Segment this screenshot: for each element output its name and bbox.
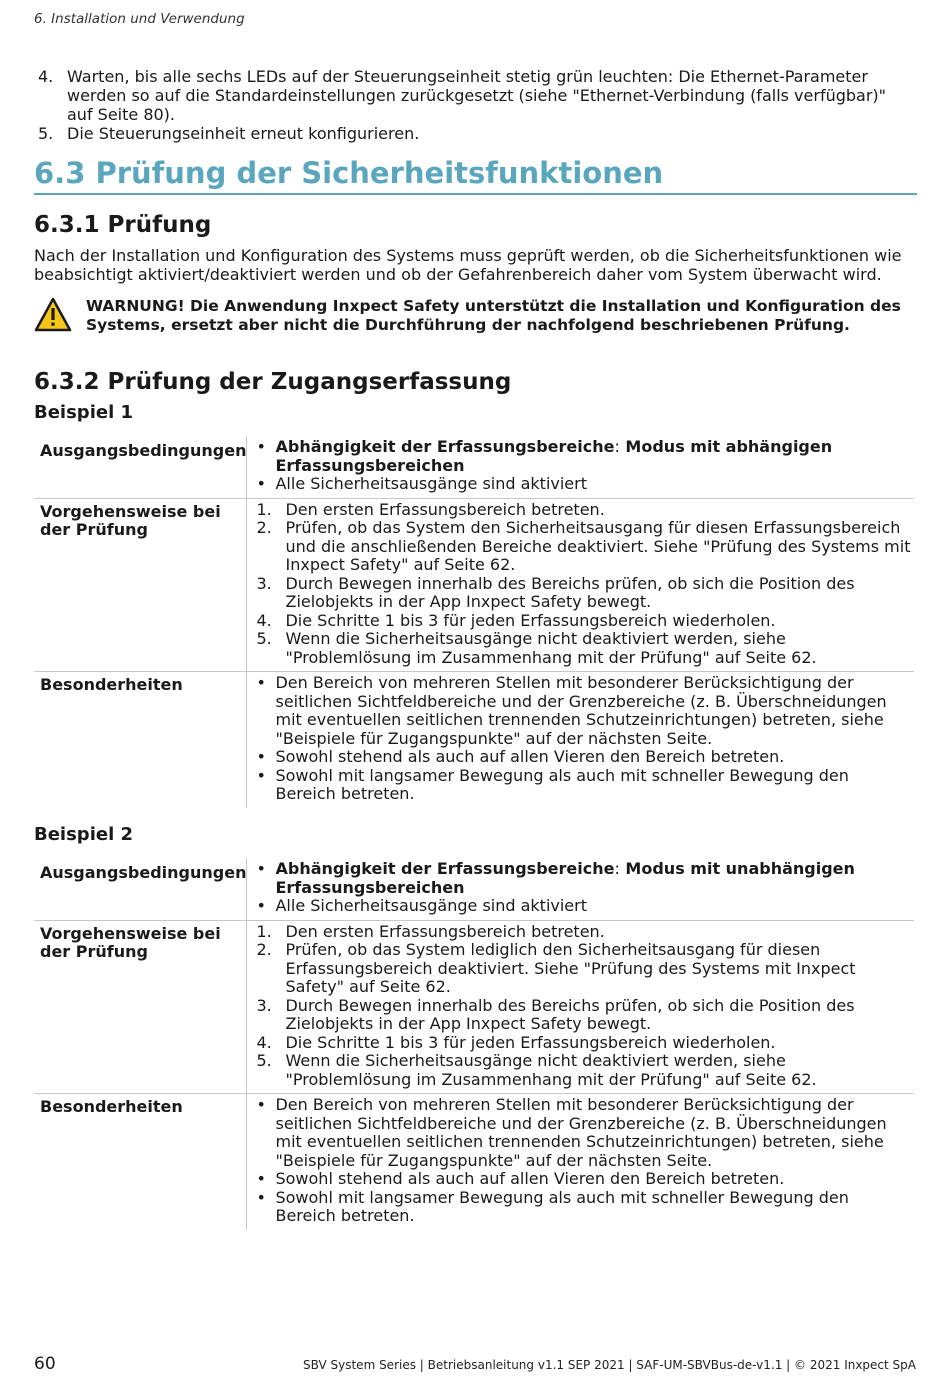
table-row (34, 858, 914, 920)
step-number: 5. (256, 1051, 272, 1070)
list-item (256, 674, 914, 748)
row-content (247, 1094, 914, 1230)
bullet-marker: • (256, 1187, 266, 1207)
table-row (34, 498, 914, 672)
step-number: 3. (256, 573, 272, 593)
note-text: Sowohl mit langsamer Bewegung als auch mit schneller Bewegung den Bereich betreten. (275, 1187, 849, 1225)
list-item (256, 1189, 914, 1226)
step-text: Wenn die Sicherheitsausgänge nicht deaktiviert werden, siehe "Problemlösung im Zusammenhang mit der Prüfung" auf Seite 62. (285, 629, 817, 667)
step-number: 4. (256, 1032, 272, 1052)
list-item (256, 923, 914, 942)
list-item (256, 612, 914, 631)
list-item (256, 1170, 914, 1189)
example-heading: Beispiel 2 (34, 824, 134, 845)
note-text: Sowohl stehend als auch auf allen Vieren den Bereich betreten. (275, 747, 785, 766)
step-text: Durch Bewegen innerhalb des Bereichs prüfen, ob sich die Position des Zielobjekts in der App Inxpect Safety bewegt. (285, 573, 855, 611)
list-item (256, 475, 914, 494)
warning-box (34, 297, 914, 334)
note-text: Den Bereich von mehreren Stellen mit besonderer Berücksichtigung der seitlichen Sichtfeldbereiche und der Grenzbereiche (z. B. Überschneidungen mit eventuellen seitlichen trennenden Schutzeinrichtungen) betreten, siehe "Beispiele für Zugangspunkte" auf der nächsten Seite. (275, 1095, 887, 1170)
row-content (247, 436, 914, 498)
step-text: Die Schritte 1 bis 3 für jeden Erfassungsbereich wiederholen. (285, 610, 776, 630)
row-label: Ausgangsbedingungen (40, 441, 247, 460)
warning-triangle-icon (34, 297, 72, 332)
step-number: 4. (38, 67, 54, 86)
step-number: 5. (38, 124, 54, 143)
list-item (256, 941, 914, 997)
bullet-marker: • (256, 437, 266, 456)
condition-key: Abhängigkeit der Erfassungsbereiche (275, 437, 615, 456)
list-item (34, 67, 914, 124)
row-label: Ausgangsbedingungen (40, 863, 247, 882)
step-text: Den ersten Erfassungsbereich betreten. (285, 921, 605, 941)
subsection-heading-zugangserfassung: 6.3.2 Prüfung der Zugangserfassung (34, 369, 512, 395)
row-content (247, 920, 914, 1094)
list-item (256, 767, 914, 804)
row-content (247, 498, 914, 672)
step-number: 1. (256, 499, 272, 519)
page-footer (34, 1354, 916, 1374)
condition-value: Modus mit unabhängigen Erfassungsbereichen (275, 859, 855, 897)
example-heading: Beispiel 1 (34, 402, 134, 423)
table-row (34, 436, 914, 498)
row-label: Besonderheiten (34, 1094, 247, 1230)
bullet-marker: • (256, 1095, 266, 1114)
note-text: Sowohl mit langsamer Bewegung als auch mit schneller Bewegung den Bereich betreten. (275, 765, 849, 803)
list-item (256, 438, 914, 475)
list-item (256, 575, 914, 612)
example-table (34, 436, 914, 808)
footer-info: SBV System Series | Betriebsanleitung v1.1 SEP 2021 | SAF-UM-SBVBus-de-v1.1 | © 2021 Inxpect SpA (303, 1358, 916, 1372)
bullet-marker: • (256, 896, 266, 915)
list-item (256, 748, 914, 767)
row-content (247, 672, 914, 808)
list-item (256, 1052, 914, 1089)
list-item (256, 1096, 914, 1170)
step-number: 1. (256, 921, 272, 941)
bullet-marker: • (256, 765, 266, 785)
bullet-marker: • (256, 673, 266, 692)
step-text: Prüfen, ob das System lediglich den Sicherheitsausgang für diesen Erfassungsbereich deaktiviert. Siehe "Prüfung des Systems mit Inxpect Safety" auf Seite 62. (285, 940, 856, 996)
step-text: Wenn die Sicherheitsausgänge nicht deaktiviert werden, siehe "Problemlösung im Zusammenhang mit der Prüfung" auf Seite 62. (285, 1051, 817, 1089)
row-label: Vorgehensweise bei der Prüfung (34, 498, 247, 672)
list-item (256, 630, 914, 667)
note-text: Sowohl stehend als auch auf allen Vieren den Bereich betreten. (275, 1169, 785, 1188)
note-text: Den Bereich von mehreren Stellen mit besonderer Berücksichtigung der seitlichen Sichtfeldbereiche und der Grenzbereiche (z. B. Überschneidungen mit eventuellen seitlichen trennenden Schutzeinrichtungen) betreten, siehe "Beispiele für Zugangspunkte" auf der nächsten Seite. (275, 673, 887, 748)
condition-text: Alle Sicherheitsausgänge sind aktiviert (275, 896, 587, 915)
step-number: 4. (256, 610, 272, 630)
list-item (256, 519, 914, 575)
table-row (34, 672, 914, 808)
warning-text: WARNUNG! Die Anwendung Inxpect Safety unterstützt die Installation und Konfiguration des Systems, ersetzt aber nicht die Durchführung der nachfolgend beschriebenen Prüfung. (86, 297, 901, 334)
row-label: Vorgehensweise bei der Prüfung (34, 920, 247, 1094)
bullet-marker: • (256, 474, 266, 493)
step-text: Warten, bis alle sechs LEDs auf der Steuerungseinheit stetig grün leuchten: Die Ethernet-Parameter werden so auf die Standardeinstellungen zurückgesetzt (siehe "Ethernet-Verbindung (falls verfügbar)" auf Seite 80). (67, 67, 887, 124)
row-label: Besonderheiten (34, 672, 247, 808)
subsection-heading-pruefung: 6.3.1 Prüfung (34, 212, 212, 238)
intro-steps-list (34, 67, 914, 143)
bullet-marker: • (256, 747, 266, 766)
step-number: 3. (256, 995, 272, 1015)
table-row (34, 1094, 914, 1230)
list-item (34, 124, 914, 143)
step-text: Den ersten Erfassungsbereich betreten. (285, 499, 605, 519)
section-heading: 6.3 Prüfung der Sicherheitsfunktionen (34, 156, 917, 195)
list-item (256, 897, 914, 916)
condition-value: Modus mit abhängigen Erfassungsbereichen (275, 437, 833, 475)
condition-separator: : (614, 437, 620, 456)
step-text: Die Schritte 1 bis 3 für jeden Erfassungsbereich wiederholen. (285, 1032, 776, 1052)
step-text: Prüfen, ob das System den Sicherheitsausgang für diesen Erfassungsbereich und die anschließenden Bereiche deaktiviert. Siehe "Prüfung des Systems mit Inxpect Safety" auf Seite 62. (285, 518, 911, 574)
list-item (256, 997, 914, 1034)
intro-paragraph: Nach der Installation und Konfiguration des Systems muss geprüft werden, ob die Sicherheitsfunktionen wie beabsichtigt aktiviert/deaktiviert werden und ob der Gefahrenbereich daher vom System überwacht wird. (34, 246, 902, 284)
condition-text: Alle Sicherheitsausgänge sind aktiviert (275, 474, 587, 493)
condition-key: Abhängigkeit der Erfassungsbereiche (275, 859, 615, 878)
bullet-marker: • (256, 859, 266, 878)
step-number: 2. (256, 518, 272, 537)
bullet-marker: • (256, 1169, 266, 1188)
step-text: Die Steuerungseinheit erneut konfigurieren. (67, 124, 420, 143)
list-item (256, 1034, 914, 1053)
step-number: 2. (256, 940, 272, 959)
list-item (256, 860, 914, 897)
step-text: Durch Bewegen innerhalb des Bereichs prüfen, ob sich die Position des Zielobjekts in der App Inxpect Safety bewegt. (285, 995, 855, 1033)
example-table (34, 858, 914, 1230)
page-number: 60 (34, 1354, 56, 1374)
table-row (34, 920, 914, 1094)
running-header: 6. Installation und Verwendung (34, 11, 245, 27)
step-number: 5. (256, 629, 272, 648)
condition-separator: : (614, 859, 620, 878)
list-item (256, 501, 914, 520)
row-content (247, 858, 914, 920)
